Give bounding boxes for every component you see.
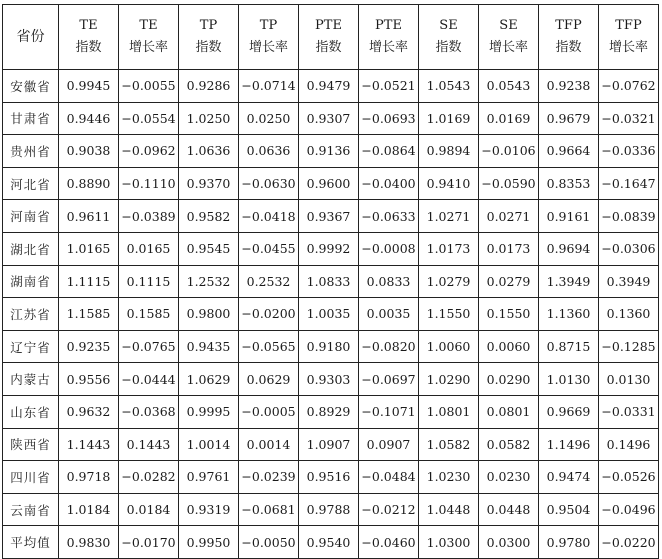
value-cell: 0.1496 <box>599 428 659 461</box>
province-header: 省份 <box>3 5 59 70</box>
value-cell: −0.0331 <box>599 395 659 428</box>
value-cell: 1.1550 <box>419 298 479 331</box>
province-cell: 山东省 <box>3 395 59 428</box>
value-cell: 0.9582 <box>179 200 239 233</box>
value-cell: 0.9556 <box>59 363 119 396</box>
value-cell: 0.0801 <box>479 395 539 428</box>
province-cell: 湖南省 <box>3 265 59 298</box>
value-cell: 1.0169 <box>419 102 479 135</box>
value-cell: 1.0173 <box>419 232 479 265</box>
value-cell: −0.1285 <box>599 330 659 363</box>
value-cell: 0.8715 <box>539 330 599 363</box>
value-cell: 1.0300 <box>419 526 479 559</box>
table-row <box>3 102 659 135</box>
value-cell: −0.0484 <box>359 461 419 494</box>
column-header <box>239 5 299 70</box>
province-cell: 陕西省 <box>3 428 59 461</box>
value-cell: −0.0008 <box>359 232 419 265</box>
value-cell: −0.0368 <box>119 395 179 428</box>
value-cell: −0.0444 <box>119 363 179 396</box>
column-header-sub: 增长率 <box>608 40 648 55</box>
table-row <box>3 330 659 363</box>
value-cell: 0.9435 <box>179 330 239 363</box>
value-cell: 1.0250 <box>179 102 239 135</box>
value-cell: 0.9800 <box>179 298 239 331</box>
value-cell: 0.0279 <box>479 265 539 298</box>
table-row <box>3 167 659 200</box>
value-cell: 1.0060 <box>419 330 479 363</box>
table-header <box>3 5 659 70</box>
column-header-code: TE <box>139 18 158 33</box>
value-cell: −0.0630 <box>239 167 299 200</box>
value-cell: 0.9664 <box>539 135 599 168</box>
province-cell: 河北省 <box>3 167 59 200</box>
column-header-sub: 增长率 <box>128 40 168 55</box>
value-cell: 0.0271 <box>479 200 539 233</box>
province-cell: 四川省 <box>3 461 59 494</box>
value-cell: −0.0455 <box>239 232 299 265</box>
column-header <box>119 5 179 70</box>
province-cell: 平均值 <box>3 526 59 559</box>
value-cell: 0.0184 <box>119 493 179 526</box>
value-cell: 1.0279 <box>419 265 479 298</box>
value-cell: −0.0282 <box>119 461 179 494</box>
value-cell: −0.0336 <box>599 135 659 168</box>
value-cell: 0.9830 <box>59 526 119 559</box>
value-cell: −0.1647 <box>599 167 659 200</box>
value-cell: 0.9136 <box>299 135 359 168</box>
value-cell: 0.9545 <box>179 232 239 265</box>
value-cell: 0.9161 <box>539 200 599 233</box>
value-cell: 1.0636 <box>179 135 239 168</box>
table-row <box>3 526 659 559</box>
province-cell: 内蒙古 <box>3 363 59 396</box>
value-cell: −0.0306 <box>599 232 659 265</box>
value-cell: 0.8929 <box>299 395 359 428</box>
value-cell: 0.2532 <box>239 265 299 298</box>
column-header-sub: 增长率 <box>488 40 528 55</box>
value-cell: −0.0005 <box>239 395 299 428</box>
value-cell: 0.9995 <box>179 395 239 428</box>
value-cell: 0.8890 <box>59 167 119 200</box>
value-cell: 1.0448 <box>419 493 479 526</box>
value-cell: 0.0169 <box>479 102 539 135</box>
column-header-code: PTE <box>315 18 342 33</box>
value-cell: 1.1360 <box>539 298 599 331</box>
value-cell: −0.0693 <box>359 102 419 135</box>
column-header <box>59 5 119 70</box>
value-cell: −0.0697 <box>359 363 419 396</box>
table-row <box>3 200 659 233</box>
value-cell: 0.9540 <box>299 526 359 559</box>
value-cell: 0.1550 <box>479 298 539 331</box>
value-cell: −0.0200 <box>239 298 299 331</box>
efficiency-table <box>2 4 659 559</box>
table-row <box>3 493 659 526</box>
value-cell: −0.0864 <box>359 135 419 168</box>
column-header-code: PTE <box>375 18 402 33</box>
value-cell: 0.9038 <box>59 135 119 168</box>
value-cell: 0.9761 <box>179 461 239 494</box>
value-cell: 0.9180 <box>299 330 359 363</box>
value-cell: −0.0590 <box>479 167 539 200</box>
value-cell: 0.9600 <box>299 167 359 200</box>
province-cell: 甘肃省 <box>3 102 59 135</box>
column-header-sub: 指数 <box>75 40 102 55</box>
column-header-sub: 增长率 <box>368 40 408 55</box>
value-cell: 1.1443 <box>59 428 119 461</box>
value-cell: 0.9235 <box>59 330 119 363</box>
value-cell: 0.9632 <box>59 395 119 428</box>
column-header <box>179 5 239 70</box>
value-cell: 0.9319 <box>179 493 239 526</box>
column-header <box>479 5 539 70</box>
table-row <box>3 428 659 461</box>
value-cell: 0.9788 <box>299 493 359 526</box>
value-cell: 0.0636 <box>239 135 299 168</box>
value-cell: 0.9611 <box>59 200 119 233</box>
value-cell: 0.9694 <box>539 232 599 265</box>
column-header-sub: 指数 <box>435 40 462 55</box>
value-cell: −0.0962 <box>119 135 179 168</box>
value-cell: −0.0106 <box>479 135 539 168</box>
value-cell: −0.0765 <box>119 330 179 363</box>
value-cell: 0.9894 <box>419 135 479 168</box>
value-cell: 1.0543 <box>419 70 479 103</box>
value-cell: 1.1585 <box>59 298 119 331</box>
column-header-code: SE <box>439 18 458 33</box>
value-cell: 0.3949 <box>599 265 659 298</box>
value-cell: −0.0055 <box>119 70 179 103</box>
value-cell: −0.0762 <box>599 70 659 103</box>
province-cell: 辽宁省 <box>3 330 59 363</box>
value-cell: 0.0907 <box>359 428 419 461</box>
value-cell: −0.0714 <box>239 70 299 103</box>
column-header <box>539 5 599 70</box>
value-cell: 0.1360 <box>599 298 659 331</box>
value-cell: 0.0173 <box>479 232 539 265</box>
value-cell: −0.0820 <box>359 330 419 363</box>
value-cell: 0.0250 <box>239 102 299 135</box>
value-cell: 1.0035 <box>299 298 359 331</box>
column-header-code: TP <box>199 18 218 33</box>
value-cell: 0.9474 <box>539 461 599 494</box>
table-row <box>3 395 659 428</box>
value-cell: −0.0839 <box>599 200 659 233</box>
table-row <box>3 461 659 494</box>
value-cell: −0.0212 <box>359 493 419 526</box>
value-cell: 1.1115 <box>59 265 119 298</box>
value-cell: 0.0300 <box>479 526 539 559</box>
value-cell: 0.1585 <box>119 298 179 331</box>
value-cell: 0.0582 <box>479 428 539 461</box>
value-cell: 0.0130 <box>599 363 659 396</box>
value-cell: 0.0543 <box>479 70 539 103</box>
column-header <box>299 5 359 70</box>
value-cell: −0.0460 <box>359 526 419 559</box>
value-cell: 0.9303 <box>299 363 359 396</box>
value-cell: 0.0230 <box>479 461 539 494</box>
value-cell: 1.1496 <box>539 428 599 461</box>
value-cell: −0.0220 <box>599 526 659 559</box>
value-cell: 0.9367 <box>299 200 359 233</box>
value-cell: 0.9479 <box>299 70 359 103</box>
province-cell: 贵州省 <box>3 135 59 168</box>
value-cell: 1.0833 <box>299 265 359 298</box>
column-header <box>359 5 419 70</box>
value-cell: 0.9718 <box>59 461 119 494</box>
value-cell: 0.9679 <box>539 102 599 135</box>
value-cell: 1.3949 <box>539 265 599 298</box>
value-cell: 1.2532 <box>179 265 239 298</box>
column-header-code: TFP <box>615 18 642 33</box>
value-cell: 0.9446 <box>59 102 119 135</box>
value-cell: −0.0496 <box>599 493 659 526</box>
province-cell: 湖北省 <box>3 232 59 265</box>
province-cell: 云南省 <box>3 493 59 526</box>
value-cell: 0.9780 <box>539 526 599 559</box>
value-cell: 0.9370 <box>179 167 239 200</box>
value-cell: 1.0290 <box>419 363 479 396</box>
value-cell: −0.0554 <box>119 102 179 135</box>
value-cell: −0.0400 <box>359 167 419 200</box>
value-cell: −0.0050 <box>239 526 299 559</box>
value-cell: −0.0239 <box>239 461 299 494</box>
column-header-sub: 指数 <box>195 40 222 55</box>
header-row <box>3 5 659 70</box>
value-cell: 0.9950 <box>179 526 239 559</box>
table-body <box>3 70 659 559</box>
value-cell: −0.0521 <box>359 70 419 103</box>
value-cell: 0.0014 <box>239 428 299 461</box>
value-cell: −0.0170 <box>119 526 179 559</box>
column-header-code: TFP <box>555 18 582 33</box>
province-cell: 河南省 <box>3 200 59 233</box>
column-header-code: SE <box>499 18 518 33</box>
value-cell: −0.0633 <box>359 200 419 233</box>
value-cell: 0.9945 <box>59 70 119 103</box>
value-cell: −0.0681 <box>239 493 299 526</box>
table-row <box>3 363 659 396</box>
value-cell: 0.8353 <box>539 167 599 200</box>
value-cell: 1.0801 <box>419 395 479 428</box>
value-cell: −0.0418 <box>239 200 299 233</box>
value-cell: 1.0165 <box>59 232 119 265</box>
value-cell: 0.0060 <box>479 330 539 363</box>
value-cell: 0.0448 <box>479 493 539 526</box>
province-cell: 安徽省 <box>3 70 59 103</box>
value-cell: 0.0833 <box>359 265 419 298</box>
value-cell: 0.0290 <box>479 363 539 396</box>
value-cell: 0.9286 <box>179 70 239 103</box>
value-cell: −0.0526 <box>599 461 659 494</box>
column-header <box>419 5 479 70</box>
value-cell: 0.9669 <box>539 395 599 428</box>
value-cell: −0.0565 <box>239 330 299 363</box>
table-row <box>3 265 659 298</box>
value-cell: 0.9410 <box>419 167 479 200</box>
value-cell: 0.9992 <box>299 232 359 265</box>
value-cell: −0.1110 <box>119 167 179 200</box>
value-cell: 1.0271 <box>419 200 479 233</box>
value-cell: 0.9504 <box>539 493 599 526</box>
value-cell: 0.1115 <box>119 265 179 298</box>
value-cell: 0.0165 <box>119 232 179 265</box>
value-cell: 1.0130 <box>539 363 599 396</box>
value-cell: 0.9307 <box>299 102 359 135</box>
value-cell: 0.1443 <box>119 428 179 461</box>
value-cell: 1.0907 <box>299 428 359 461</box>
value-cell: 1.0582 <box>419 428 479 461</box>
province-cell: 江苏省 <box>3 298 59 331</box>
value-cell: 1.0629 <box>179 363 239 396</box>
value-cell: 0.9516 <box>299 461 359 494</box>
table-row <box>3 232 659 265</box>
value-cell: 1.0014 <box>179 428 239 461</box>
column-header-code: TP <box>259 18 278 33</box>
column-header-code: TE <box>79 18 98 33</box>
value-cell: −0.1071 <box>359 395 419 428</box>
column-header-sub: 指数 <box>555 40 582 55</box>
table-row <box>3 70 659 103</box>
column-header-sub: 增长率 <box>248 40 288 55</box>
value-cell: 1.0230 <box>419 461 479 494</box>
value-cell: 0.9238 <box>539 70 599 103</box>
value-cell: 0.0629 <box>239 363 299 396</box>
column-header <box>599 5 659 70</box>
value-cell: 1.0184 <box>59 493 119 526</box>
table-row <box>3 298 659 331</box>
table-row <box>3 135 659 168</box>
column-header-sub: 指数 <box>315 40 342 55</box>
value-cell: 0.0035 <box>359 298 419 331</box>
value-cell: −0.0321 <box>599 102 659 135</box>
value-cell: −0.0389 <box>119 200 179 233</box>
